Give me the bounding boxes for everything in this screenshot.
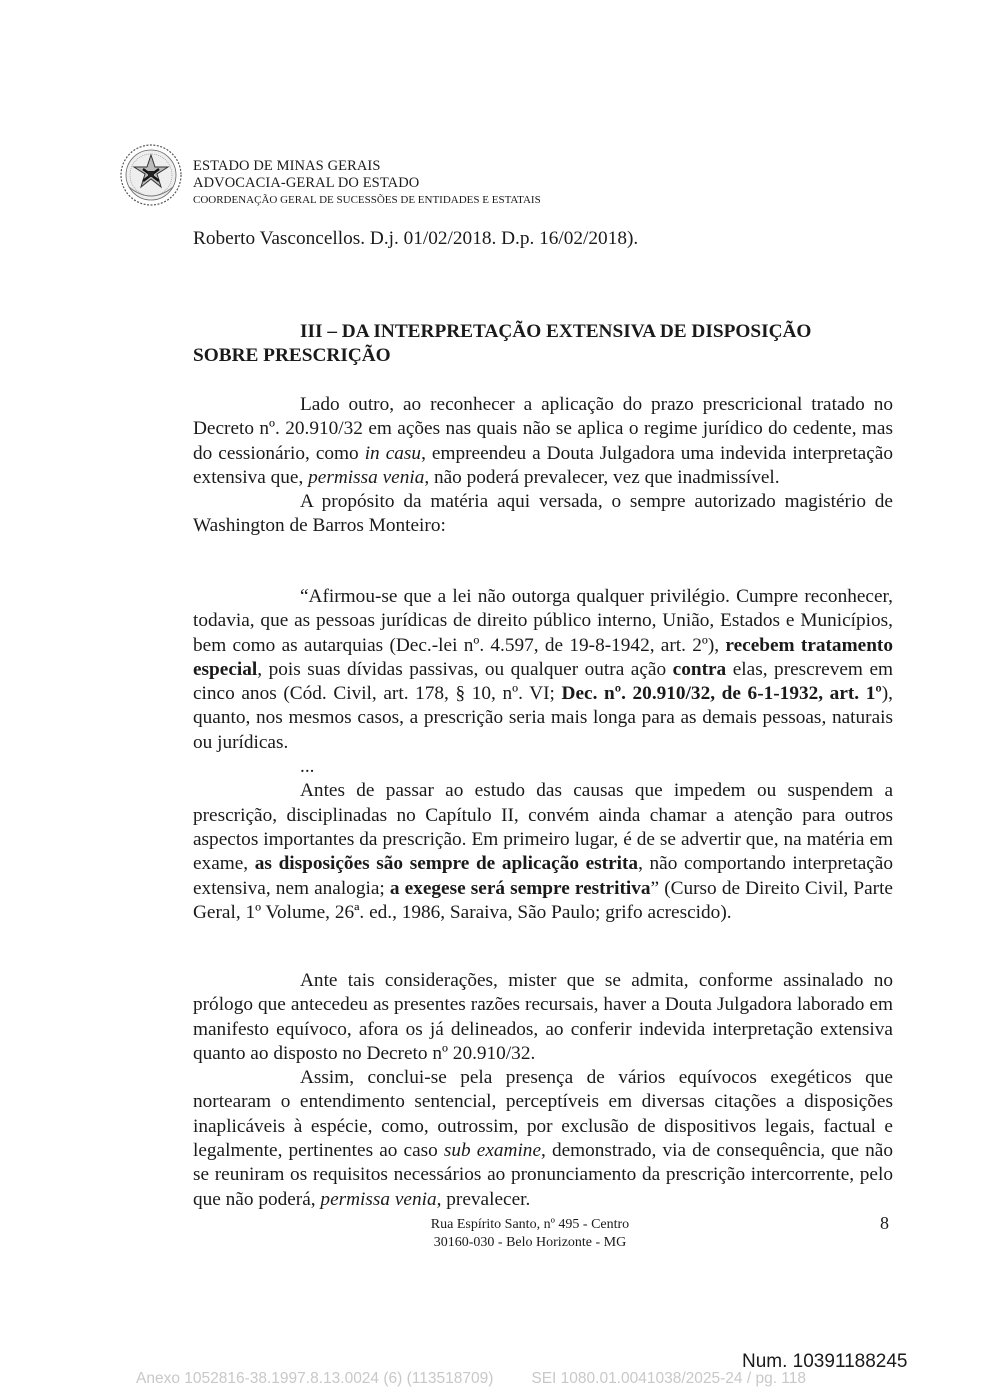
opening-paragraphs bbox=[193, 393, 893, 539]
quote-ellipsis: ... bbox=[300, 756, 315, 778]
document-number-stamp: Num. 10391188245 bbox=[742, 1351, 908, 1372]
annex-stamp bbox=[136, 1370, 806, 1388]
letterhead-state: ESTADO DE MINAS GERAIS bbox=[193, 158, 381, 174]
sei-reference: SEI 1080.01.0041038/2025-24 / pg. 118 bbox=[531, 1370, 807, 1387]
continuation-text: Roberto Vasconcellos. D.j. 01/02/2018. D.p. 16/02/2018). bbox=[193, 228, 639, 249]
state-seal-icon bbox=[119, 143, 183, 207]
section-heading-line2: SOBRE PRESCRIÇÃO bbox=[193, 345, 391, 367]
paragraph-1: Lado outro, ao reconhecer a aplicação do prazo prescricional tratado no Decreto nº. 20.910/32 em ações nas quais não se aplica o regime jurídico do cedente, mas do cessionário, como in casu, empreendeu a Douta Julgadora uma indevida interpretação extensiva que, permissa venia, não poderá prevalecer, vez que inadmissível. bbox=[193, 394, 893, 488]
annex-reference: Anexo 1052816-38.1997.8.13.0024 (6) (113518709) bbox=[136, 1370, 494, 1387]
letterhead-agency: ADVOCACIA-GERAL DO ESTADO bbox=[193, 175, 420, 191]
quote-paragraph-1: “Afirmou-se que a lei não outorga qualquer privilégio. Cumpre reconhecer, todavia, que as pessoas jurídicas de direito público interno, União, Estados e Municípios, bem como as autarquias (Dec.-lei nº. 4.597, de 19-8-1942, art. 2º), recebem tratamento especial, pois suas dívidas passivas, ou qualquer outra ação contra elas, prescrevem em cinco anos (Cód. Civil, art. 178, § 10, nº. VI; Dec. nº. 20.910/32, de 6-1-1932, art. 1º), quanto, nos mesmos casos, a prescrição seria mais longa para as demais pessoas, naturais ou jurídicas. bbox=[193, 586, 893, 753]
letterhead-coordination: COORDENAÇÃO GERAL DE SUCESSÕES DE ENTIDADES E ESTATAIS bbox=[193, 194, 541, 206]
footer-address bbox=[340, 1216, 720, 1252]
citation-quote bbox=[193, 585, 893, 925]
footer-street: Rua Espírito Santo, nº 495 - Centro bbox=[430, 1217, 630, 1232]
letterhead bbox=[193, 158, 541, 209]
section-heading bbox=[193, 320, 893, 369]
paragraph-3: Ante tais considerações, mister que se admita, conforme assinalado no prólogo que antecedeu as presentes razões recursais, haver a Douta Julgadora laborado em manifesto equívoco, afora os já delineados, ao conferir indevida interpretação extensiva quanto ao disposto no Decreto nº 20.910/32. bbox=[193, 970, 893, 1064]
paragraph-4: Assim, conclui-se pela presença de vários equívocos exegéticos que nortearam o entendimento sentencial, perceptíveis em diversas citações a disposições inaplicáveis à espécie, como, outrossim, por exclusão de dispositivos legais, factual e legalmente, pertinentes ao caso sub examine, demonstrado, via de consequência, que não se reuniram os requisitos necessários ao pronunciamento da prescrição intercorrente, pelo que não poderá, permissa venia, prevalecer. bbox=[193, 1067, 893, 1210]
quote-paragraph-2: Antes de passar ao estudo das causas que impedem ou suspendem a prescrição, disciplinadas no Capítulo II, convém ainda chamar a atenção para outros aspectos importantes da prescrição. Em primeiro lugar, é de se advertir que, na matéria em exame, as disposições são sempre de aplicação estrita, não comportando interpretação extensiva, nem analogia; a exegese será sempre restritiva” (Curso de Direito Civil, Parte Geral, 1º Volume, 26ª. ed., 1986, Saraiva, São Paulo; grifo acrescido). bbox=[193, 780, 894, 923]
section-heading-line1: III – DA INTERPRETAÇÃO EXTENSIVA DE DISPOSIÇÃO bbox=[300, 321, 812, 342]
closing-paragraphs bbox=[193, 969, 893, 1212]
page-number: 8 bbox=[880, 1213, 889, 1233]
paragraph-2: A propósito da matéria aqui versada, o sempre autorizado magistério de Washington de Barros Monteiro: bbox=[193, 491, 893, 537]
footer-city: 30160-030 - Belo Horizonte - MG bbox=[433, 1235, 627, 1250]
